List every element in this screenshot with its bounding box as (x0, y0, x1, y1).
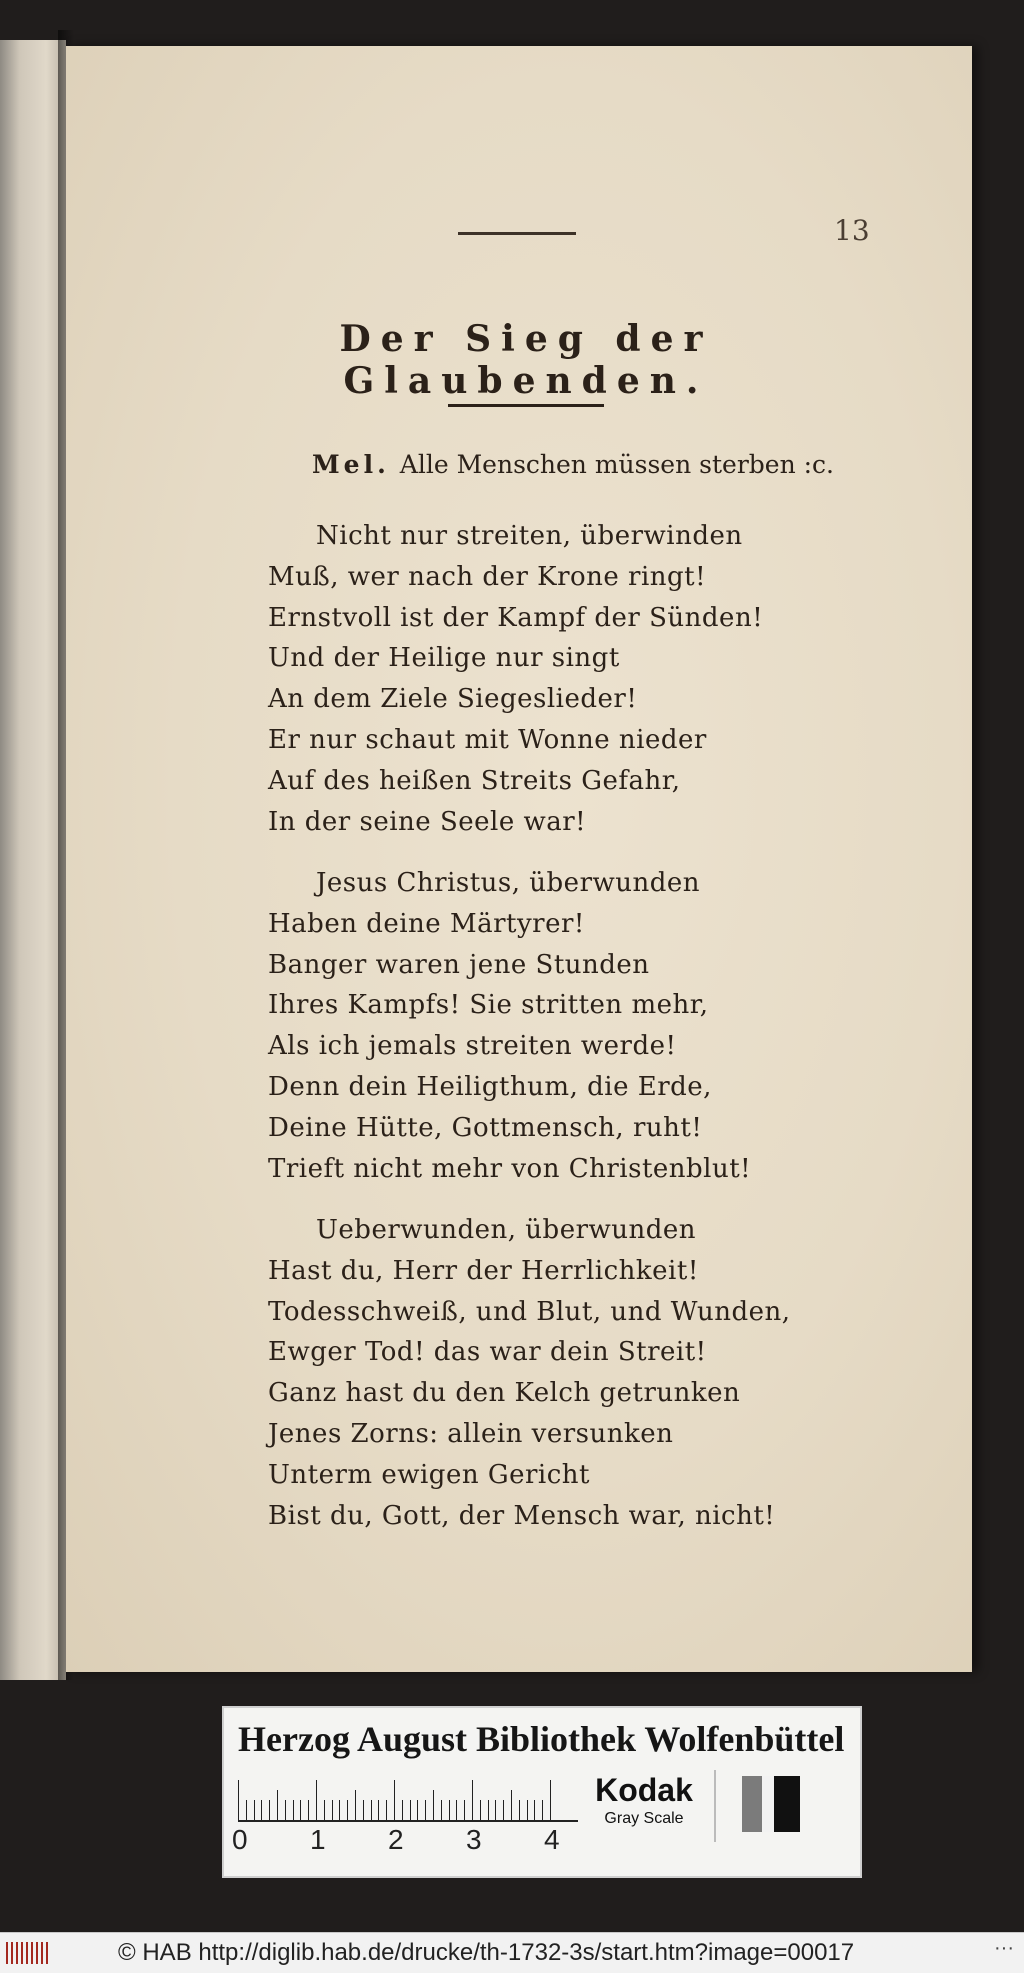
ruler-tick (433, 1790, 434, 1820)
ruler-label: 4 (544, 1824, 560, 1855)
black-swatch (774, 1776, 800, 1832)
ruler-tick (425, 1800, 426, 1820)
verse-line: Und der Heilige nur singt (268, 643, 620, 674)
ruler-tick (269, 1800, 270, 1820)
verse-line: Auf des heißen Streits Gefahr, (268, 765, 681, 796)
hab-logo-icon[interactable] (6, 1942, 48, 1964)
verse-line: Nicht nur streiten, überwinden (316, 521, 743, 551)
verse-line: Jenes Zorns: allein versunken (268, 1418, 674, 1449)
ruler-tick (394, 1780, 395, 1820)
ruler-tick (285, 1800, 286, 1820)
ruler-tick (371, 1800, 372, 1820)
ruler-label: 1 (310, 1824, 326, 1855)
ruler-tick (449, 1800, 450, 1820)
verse-line: Er nur schaut mit Wonne nieder (268, 724, 707, 755)
ruler-tick (472, 1780, 473, 1820)
ruler-tick (519, 1800, 520, 1820)
verse-line: In der seine Seele war! (268, 806, 587, 837)
ruler-tick (324, 1800, 325, 1820)
ruler-baseline (238, 1820, 578, 1822)
ruler-tick (542, 1800, 543, 1820)
verse-line: Ueberwunden, überwunden (316, 1215, 697, 1245)
ruler-label: 2 (388, 1824, 404, 1855)
viewer-footer (0, 1932, 1024, 1973)
verse-line: Unterm ewigen Gericht (268, 1459, 590, 1490)
ruler-tick (277, 1790, 278, 1820)
melody-label: Mel. (312, 450, 390, 479)
verse-line: Haben deine Märtyrer! (268, 908, 585, 939)
stanza-2 (268, 863, 828, 1189)
ruler-tick (293, 1800, 294, 1820)
verse-line: Ewger Tod! das war dein Streit! (268, 1337, 707, 1368)
title-rule (448, 404, 604, 407)
verse-line: Ihres Kampfs! Sie stritten mehr, (268, 990, 709, 1021)
ruler-tick (261, 1800, 262, 1820)
ruler-tick (480, 1800, 481, 1820)
ruler-tick (495, 1800, 496, 1820)
melody-note (312, 450, 832, 479)
ruler-tick (347, 1800, 348, 1820)
melody-text: Alle Menschen müssen sterben :c. (399, 450, 834, 479)
ruler-tick (511, 1790, 512, 1820)
color-calibration-target (222, 1706, 862, 1878)
ruler-tick (332, 1800, 333, 1820)
verse-line: Bist du, Gott, der Mensch war, nicht! (268, 1500, 776, 1531)
verse-line: Muß, wer nach der Krone ringt! (268, 561, 707, 592)
ruler-tick (441, 1800, 442, 1820)
ruler-tick (503, 1800, 504, 1820)
verse-line: Jesus Christus, überwunden (316, 868, 701, 898)
target-divider (714, 1770, 716, 1842)
verse-line: Trieft nicht mehr von Christenblut! (268, 1153, 752, 1184)
ruler-tick (308, 1800, 309, 1820)
ruler-tick (402, 1800, 403, 1820)
ruler-tick (417, 1800, 418, 1820)
ruler-label: 3 (466, 1824, 482, 1855)
poem-title: Der Sieg der Glaubenden. (339, 318, 713, 402)
ruler-tick (254, 1800, 255, 1820)
footer-copyright-link[interactable]: © HAB http://diglib.hab.de/drucke/th-1732-3s/start.htm?image=00017 (118, 1939, 855, 1966)
ruler-tick (527, 1800, 528, 1820)
ruler-tick (534, 1800, 535, 1820)
book-page (66, 46, 972, 1672)
stanza-3 (268, 1210, 828, 1536)
ruler-label: 0 (232, 1824, 248, 1855)
verse-line: Ernstvoll ist der Kampf der Sünden! (268, 602, 764, 633)
page-number: 13 (834, 214, 870, 247)
ruler-tick (378, 1800, 379, 1820)
ruler-tick (488, 1800, 489, 1820)
left-page-edge (0, 40, 66, 1680)
ruler-tick (355, 1790, 356, 1820)
header-rule (458, 232, 576, 235)
ruler-tick (316, 1780, 317, 1820)
verse-line: Hast du, Herr der Herrlichkeit! (268, 1255, 699, 1286)
ruler-tick (464, 1800, 465, 1820)
white-swatch (762, 1776, 774, 1832)
ruler-tick (550, 1780, 551, 1820)
gray-scale-label: Gray Scale (604, 1810, 684, 1827)
ruler-tick (246, 1800, 247, 1820)
institution-name: Herzog August Bibliothek Wolfenbüttel (238, 1719, 845, 1759)
verse-line: Deine Hütte, Gottmensch, ruht! (268, 1112, 703, 1143)
ruler-tick (238, 1780, 239, 1820)
gray-swatch (742, 1776, 762, 1832)
ruler-tick (410, 1800, 411, 1820)
ruler-tick (386, 1800, 387, 1820)
verse-line: Als ich jemals streiten werde! (268, 1031, 677, 1062)
ruler-tick (300, 1800, 301, 1820)
stanza-1 (268, 516, 828, 842)
verse-line: Ganz hast du den Kelch getrunken (268, 1378, 741, 1409)
ruler-tick (339, 1800, 340, 1820)
verse-line: Denn dein Heiligthum, die Erde, (268, 1071, 712, 1102)
verse-line: Todesschweiß, und Blut, und Wunden, (268, 1296, 791, 1327)
verse-line: Banger waren jene Stunden (268, 949, 650, 980)
kodak-logo-text: Kodak (595, 1772, 693, 1808)
more-options-icon[interactable]: ··· (994, 1937, 1014, 1959)
ruler-tick (456, 1800, 457, 1820)
verse-line: An dem Ziele Siegeslieder! (268, 684, 638, 715)
ruler-tick (363, 1800, 364, 1820)
